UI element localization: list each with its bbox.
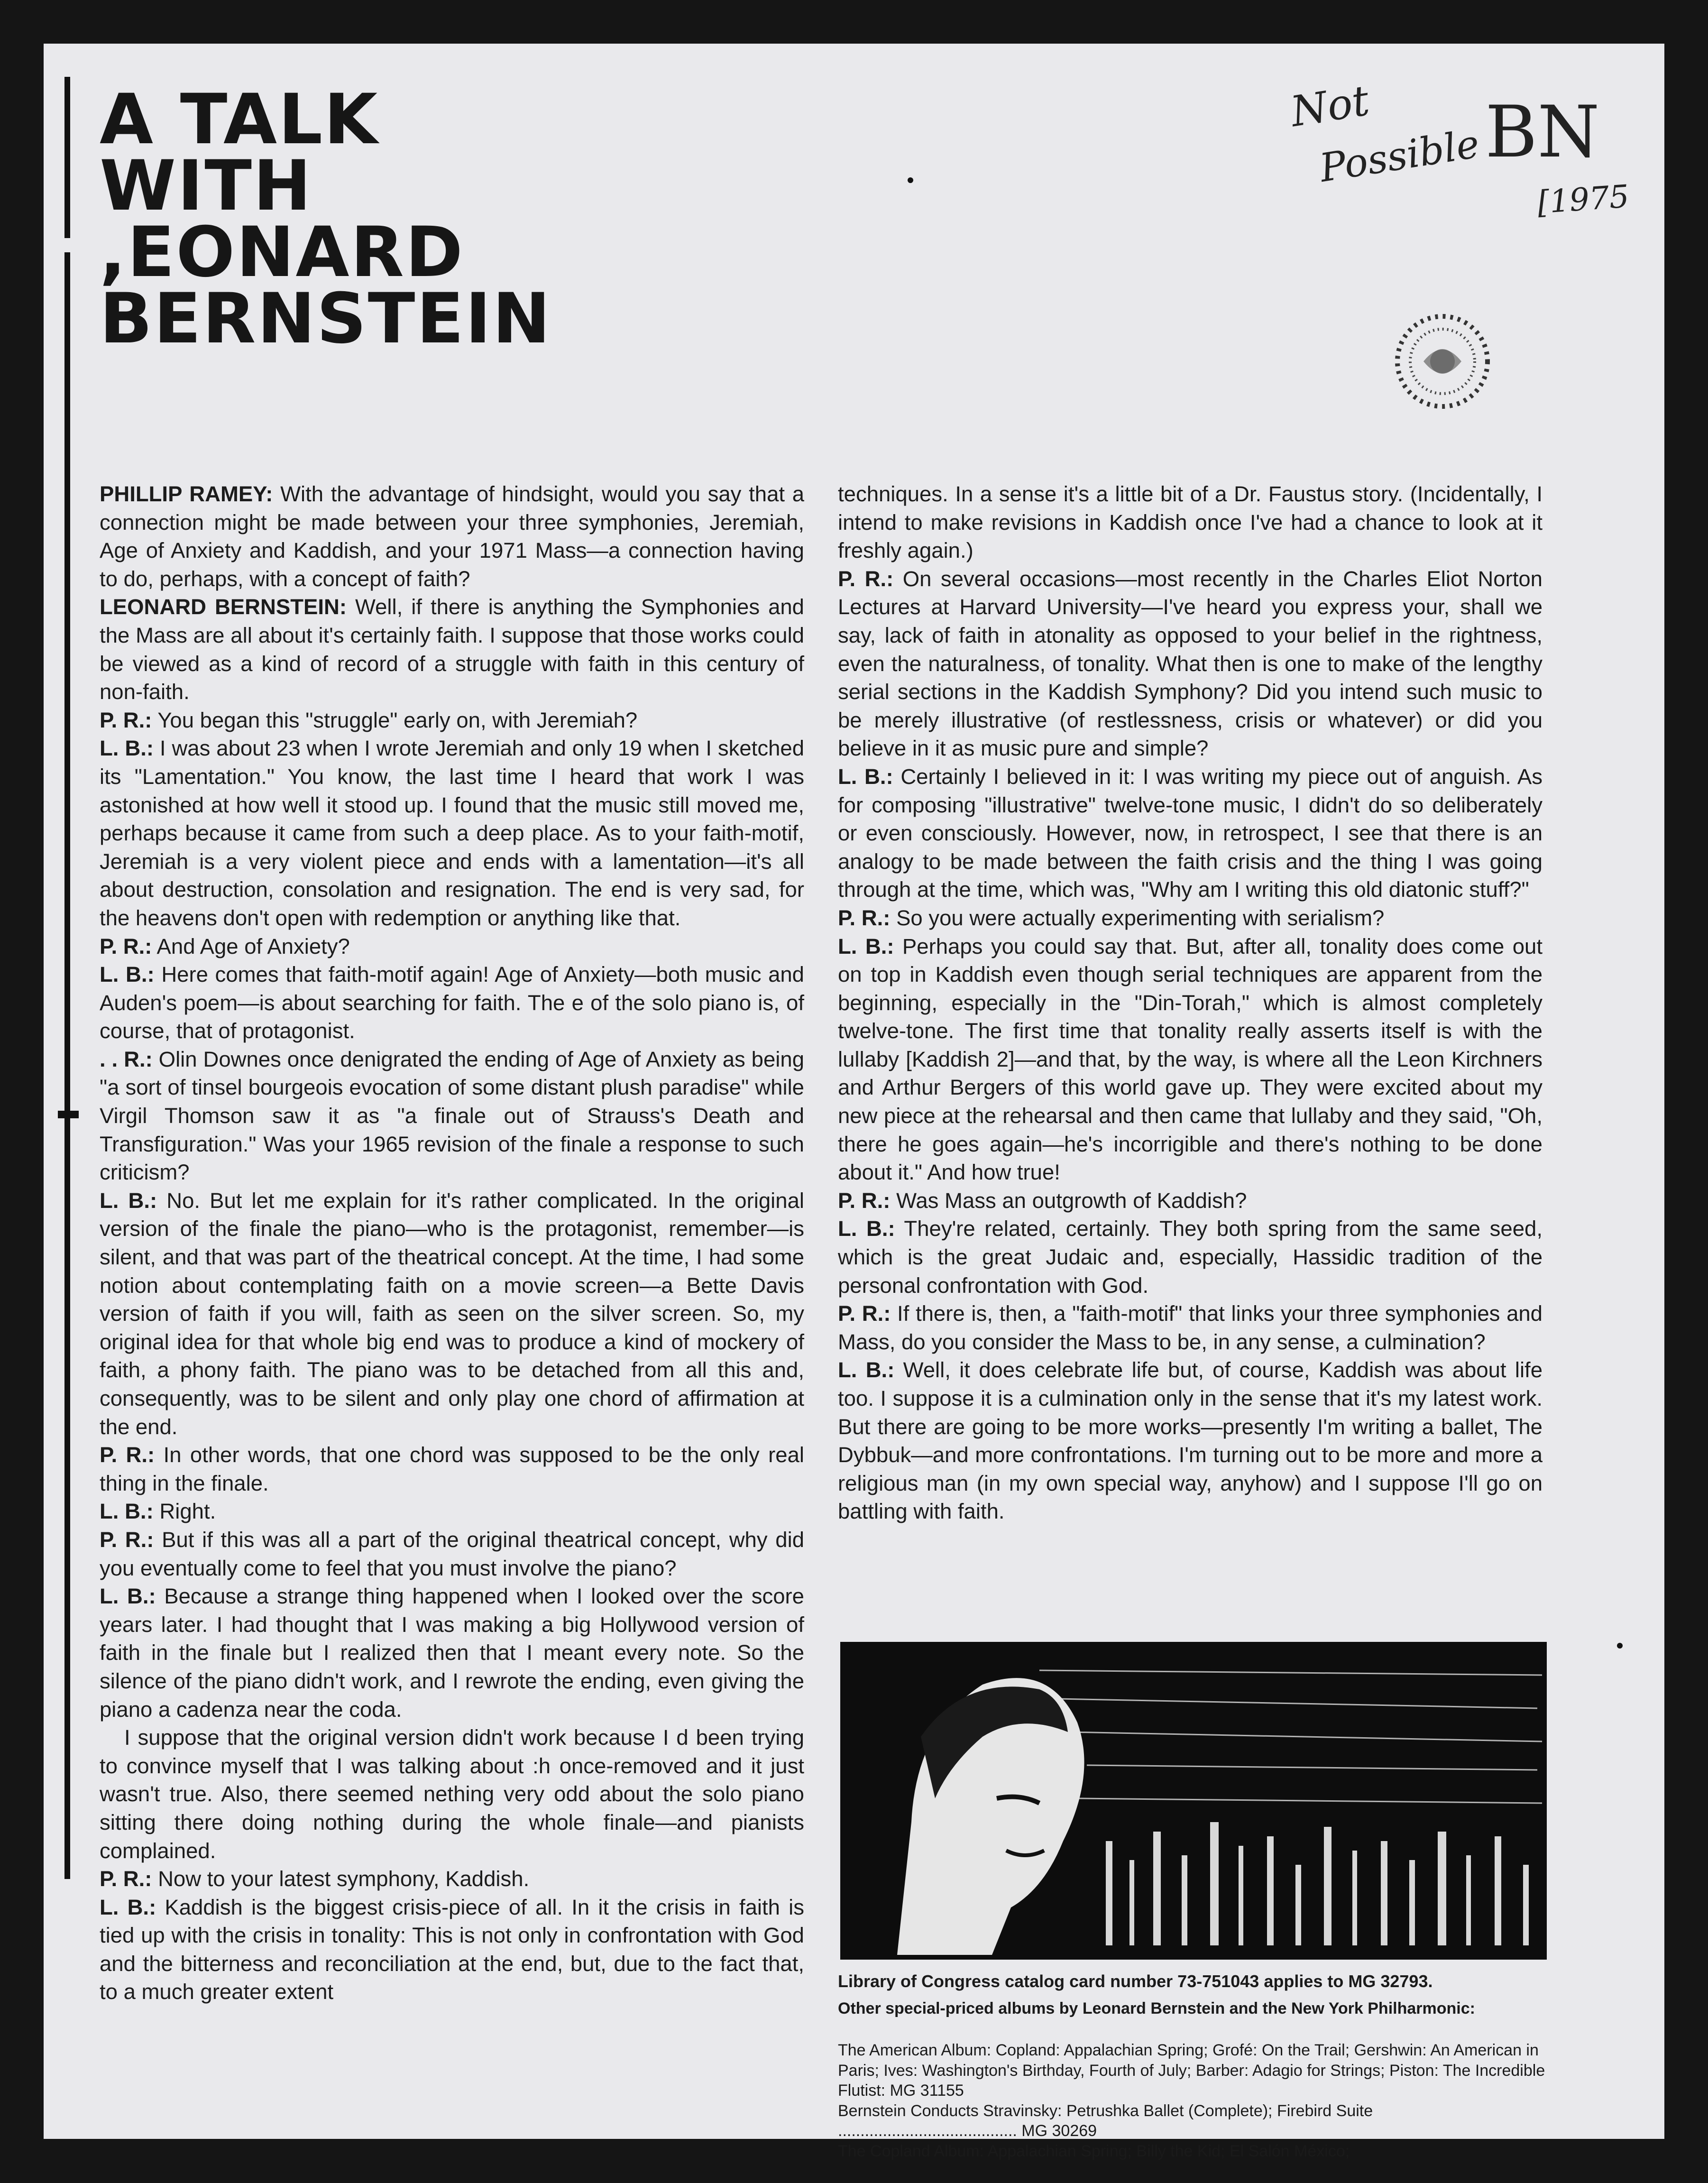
title-line: BERNSTEIN	[100, 278, 552, 359]
handwritten-note: Possible	[1316, 121, 1483, 191]
catalog-caption: Library of Congress catalog card number 73-751043 applies to MG 32793.	[838, 1971, 1433, 1991]
speaker-label: P. R.:	[838, 905, 891, 930]
paragraph-text: I was about 23 when I wrote Jeremiah and only 19 when I sketched its "Lamentation." You know, the last time I heard that work I was astonished at how well it stood up. I found that the music still moved me, perhaps because it came from such a deep place. As to your faith-motif, Jeremiah is a very violent piece and ends with a lamentation—it's all about destruction, consolation and resignation. The end is very sad, for the heavens don't open with redemption or anything like that.	[100, 736, 804, 930]
speck	[1617, 1643, 1623, 1649]
article-title	[100, 79, 552, 359]
article-paragraph	[100, 1582, 804, 1723]
article-paragraph	[838, 763, 1543, 904]
paragraph-text: Because a strange thing happened when I looked over the score years later. I had thought that I was making a big Hollywood version of faith in the finale but I realized then that I meant every note. So the silence of the piano didn't work, and I rewrote the ending, even giving the piano a cadenza near the coda.	[100, 1584, 804, 1722]
article-paragraph	[100, 593, 804, 706]
paragraph-text: Certainly I believed in it: I was writing my piece out of anguish. As for composing "illustrative" twelve-tone music, I didn't do so deliberately or even consciously. However, now, in retrospect, I see that there is an analogy to be made between the faith crisis and the thing I was going through at the time, which was, "Why am I writing this old diatonic stuff?"	[838, 764, 1543, 902]
handwritten-date: [1975	[1536, 178, 1631, 221]
speaker-label: L. B.:	[838, 1216, 895, 1241]
article-paragraph	[100, 1723, 804, 1865]
speaker-label: P. R.:	[100, 1527, 154, 1552]
speaker-label: P. R.:	[100, 1867, 152, 1891]
paragraph-text: Well, it does celebrate life but, of course, Kaddish was about life too. I suppose it is a culmination only in the sense that it's my latest work. But there are going to be more works—presently I'm writing a ballet, The Dybbuk—and more confrontations. I'm turning out to be more and more a religious man (in my own special way, anyhow) and I suppose I'll go on battling with faith.	[838, 1358, 1543, 1524]
speaker-label: LEONARD BERNSTEIN:	[100, 595, 347, 619]
speaker-label: L. B.:	[100, 1188, 157, 1213]
article-paragraph	[100, 1441, 804, 1497]
article-paragraph	[100, 1865, 804, 1893]
albums-list	[838, 2040, 1554, 2161]
paragraph-text: Right.	[153, 1499, 216, 1524]
speaker-label: L. B.:	[838, 764, 893, 789]
article-column-right	[838, 480, 1543, 1526]
article-paragraph	[100, 1187, 804, 1441]
albums-heading: Other special-priced albums by Leonard Bernstein and the New York Philharmonic:	[838, 1999, 1475, 2017]
article-paragraph	[838, 904, 1543, 932]
speaker-label: L. B.:	[100, 1895, 156, 1919]
speaker-label: P. R.:	[100, 1443, 155, 1467]
article-paragraph	[100, 1045, 804, 1187]
article-paragraph	[838, 1299, 1543, 1356]
title-line: WITH	[100, 146, 313, 226]
paragraph-text: You began this "struggle" early on, with Jeremiah?	[152, 708, 638, 732]
speaker-label: P. R.:	[838, 566, 894, 591]
paragraph-text: Olin Downes once denigrated the ending of Age of Anxiety as being "a sort of tinsel bourgeois evocation of some distant plush paradise" while Virgil Thomson saw it as "a finale out of Strauss's Death and Transfiguration." Was your 1965 revision of the finale a response to such criticism?	[100, 1047, 805, 1185]
margin-rule	[64, 77, 70, 238]
speaker-label: L. B.:	[100, 1584, 156, 1609]
paragraph-text: Was Mass an outgrowth of Kaddish?	[890, 1188, 1247, 1213]
speaker-label: P. R.:	[100, 934, 152, 958]
handwritten-initials: BN	[1485, 91, 1600, 174]
article-paragraph	[100, 932, 804, 961]
article-paragraph	[100, 1893, 804, 2006]
handwritten-note: Not	[1287, 75, 1373, 137]
article-paragraph	[100, 1526, 804, 1582]
article-paragraph	[100, 960, 804, 1045]
paragraph-text: techniques. In a sense it's a little bit of a Dr. Faustus story. (Incidentally, I intend to make revisions in Kaddish once I've had a chance to look at it freshly again.)	[838, 482, 1543, 563]
article-paragraph	[838, 932, 1543, 1187]
article-paragraph	[100, 1497, 804, 1526]
album-entry: The American Album: Copland: Appalachian Spring; Grofé: On the Trail; Gershwin: An American in Paris; Ives: Washington's Birthday, Fourth of July; Barber: Adagio for Strings; Piston: The Incredible Flutist: MG 31155	[838, 2041, 1545, 2100]
margin-mark	[58, 1111, 79, 1118]
article-paragraph	[100, 734, 804, 932]
article-paragraph	[100, 480, 804, 593]
article-paragraph	[838, 1356, 1543, 1526]
speaker-label: L. B.:	[838, 1358, 895, 1382]
paragraph-text: Perhaps you could say that. But, after all, tonality does come out on top in Kaddish even though serial techniques are apparent from the beginning, especially in the "Din-Torah," which is almost completely twelve-tone. The first time that tonality really asserts itself is with the lullaby [Kaddish 2]—and that, by the way, is where all the Leon Kirchners and Arthur Bergers of this world gave up. They were excited about my new piece at the rehearsal and then came that lullaby and they said, "Oh, there he goes again—he's incorrigible and there's nothing to be done about it." And how true!	[838, 934, 1543, 1185]
speaker-label: P. R.:	[100, 708, 152, 732]
paragraph-text: I suppose that the original version didn't work because I d been trying to convince myself that I was talking about :h once-removed and it just wasn't true. Also, there seemed nething very odd about the solo piano sitting there doing nothing during the whole finale—and pianists complained.	[100, 1725, 804, 1863]
paragraph-text: And Age of Anxiety?	[152, 934, 350, 958]
article-paragraph	[100, 706, 804, 735]
paragraph-text: Here comes that faith-motif again! Age of Anxiety—both music and Auden's poem—is about searching for faith. The e of the solo piano is, of course, that of protagonist.	[100, 962, 804, 1043]
portrait-illustration	[840, 1642, 1547, 1960]
article-paragraph	[838, 565, 1543, 763]
article-paragraph	[838, 1215, 1543, 1299]
album-entry: Bernstein Conducts Stravinsky: Petrushka Ballet (Complete); Firebird Suite ........................................ MG 30269	[838, 2101, 1373, 2140]
speck	[908, 177, 913, 183]
article-paragraph	[838, 1187, 1543, 1215]
album-entry: The Copland Album: Appalachian Spring; Billy the Kid; El Salón México;	[838, 2142, 1350, 2160]
speaker-label: P. R.:	[838, 1188, 891, 1213]
speaker-label: L. B.:	[100, 1499, 154, 1524]
seal-icon	[1371, 290, 1514, 433]
article-paragraph	[838, 480, 1543, 565]
speaker-label: P. R.:	[838, 1301, 891, 1326]
speaker-label: L. B.:	[100, 962, 155, 987]
paragraph-text: Well, if there is anything the Symphonies and the Mass are all about it's certainly faith. I suppose that those works could be viewed as a kind of record of a struggle with faith in this century of non-faith.	[100, 595, 804, 704]
speaker-label: L. B.:	[100, 736, 154, 761]
paragraph-text: No. But let me explain for it's rather complicated. In the original version of the finale the piano—who is the protagonist, remember—is silent, and that was part of the theatrical concept. At the time, I had some notion about contemplating faith on a movie screen—a Bette Davis version of faith if you will, faith as seen on the silver screen. So, my original idea for that whole big end was to produce a kind of mockery of faith, a phony faith. The piano was to be detached from all this and, consequently, was to be silent and only play one chord of affirmation at the end.	[100, 1188, 804, 1439]
speaker-label: . . R.:	[100, 1047, 153, 1071]
speaker-label: PHILLIP RAMEY:	[100, 482, 273, 506]
paragraph-text: Kaddish is the biggest crisis-piece of all. In it the crisis in faith is tied up with the crisis in tonality: This is not only in confrontation with God and the bitterness and reconciliation at the end, but, due to the fact that, to a much greater extent	[100, 1895, 804, 2004]
paragraph-text: If there is, then, a "faith-motif" that links your three symphonies and Mass, do you consider the Mass to be, in any sense, a culmination?	[838, 1301, 1543, 1354]
paragraph-text: Now to your latest symphony, Kaddish.	[152, 1867, 530, 1891]
paragraph-text: So you were actually experimenting with serialism?	[890, 905, 1385, 930]
speaker-label: L. B.:	[838, 934, 894, 958]
paragraph-text: With the advantage of hindsight, would you say that a connection might be made between your three symphonies, Jeremiah, Age of Anxiety and Kaddish, and your 1971 Mass—a connection having to do, perhaps, with a concept of faith?	[100, 482, 805, 591]
document-page	[44, 44, 1664, 2160]
article-column-left	[100, 480, 804, 2006]
title-line: A TALK	[100, 79, 379, 160]
paragraph-text: But if this was all a part of the original theatrical concept, why did you eventually come to feel that you must involve the piano?	[100, 1527, 804, 1580]
paragraph-text: In other words, that one chord was supposed to be the only real thing in the finale.	[100, 1443, 804, 1495]
paragraph-text: On several occasions—most recently in the Charles Eliot Norton Lectures at Harvard University—I've heard you express your, shall we say, lack of faith in atonality as opposed to your belief in the rightness, even the naturalness, of tonality. What then is one to make of the lengthy serial sections in the Kaddish Symphony? Did you intend such music to be merely illustrative (of restlessness, crisis or whatever) or did you believe in it as music pure and simple?	[838, 566, 1543, 761]
margin-rule	[64, 252, 70, 1879]
paragraph-text: They're related, certainly. They both spring from the same seed, which is the great Judaic and, especially, Hassidic tradition of the personal confrontation with God.	[838, 1216, 1543, 1298]
title-line: ,EONARD	[100, 212, 465, 293]
